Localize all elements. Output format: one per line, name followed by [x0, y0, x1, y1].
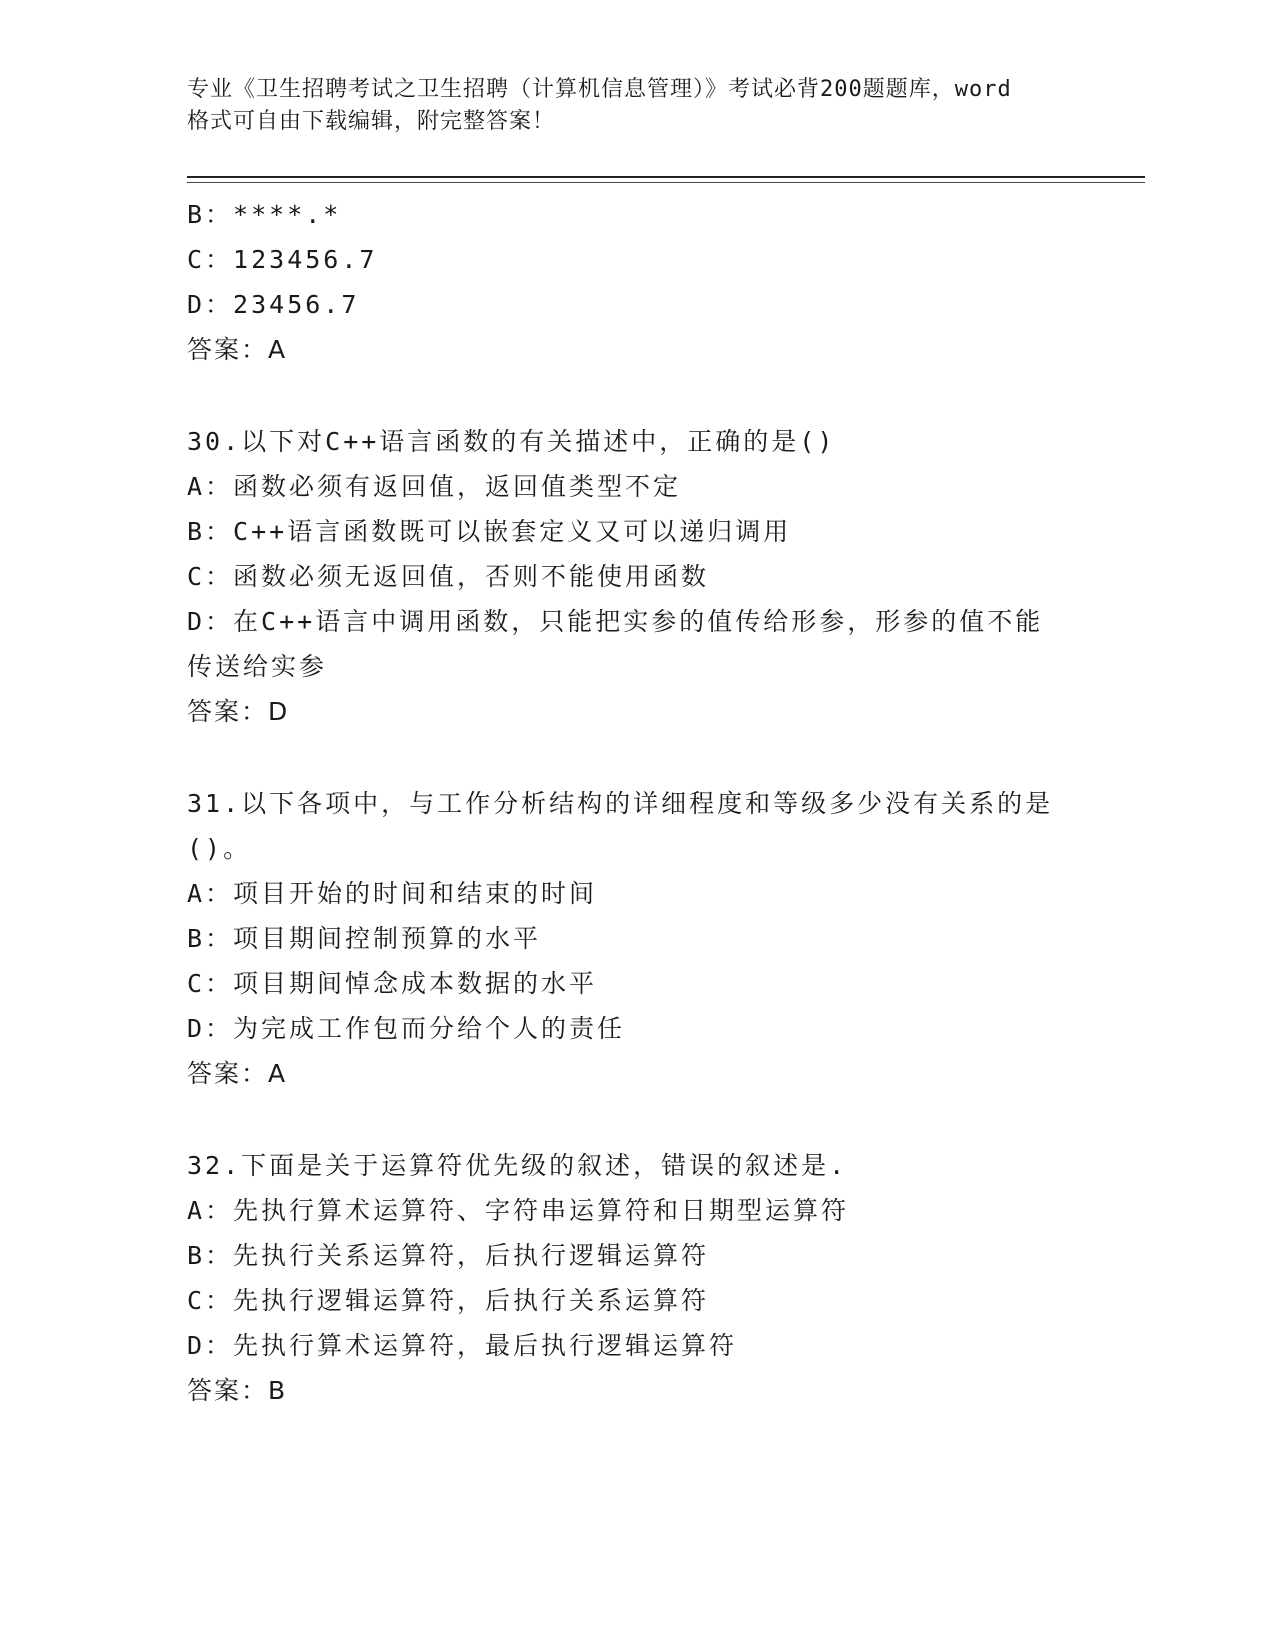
question-gap [187, 372, 1087, 419]
option-b: B：C++语言函数既可以嵌套定义又可以递归调用 [187, 517, 792, 546]
header-divider-thick [187, 176, 1145, 178]
question-stem-continued: ()。 [187, 834, 252, 863]
option-b: B：项目期间控制预算的水平 [187, 924, 542, 953]
option-d: D：先执行算术运算符，最后执行逻辑运算符 [187, 1331, 738, 1360]
option-a: A：函数必须有返回值，返回值类型不定 [187, 472, 682, 501]
answer-line: 答案：D [187, 697, 290, 726]
option-b: B：****.* [187, 200, 342, 229]
option-a: A：项目开始的时间和结束的时间 [187, 879, 598, 908]
option-c: C：函数必须无返回值，否则不能使用函数 [187, 562, 710, 591]
question-gap [187, 734, 1087, 781]
option-d-continued: 传送给实参 [187, 652, 328, 681]
document-header [187, 74, 1087, 138]
header-divider-thin [187, 182, 1145, 183]
question-block-30 [187, 419, 1087, 734]
question-block-prev [187, 192, 1087, 372]
header-line-2: 格式可自由下载编辑，附完整答案！ [187, 109, 556, 134]
question-gap [187, 1096, 1087, 1143]
option-c: C：项目期间悼念成本数据的水平 [187, 969, 598, 998]
question-stem: 30.以下对C++语言函数的有关描述中，正确的是() [187, 427, 836, 456]
header-line-1: 专业《卫生招聘考试之卫生招聘（计算机信息管理）》考试必背200题题库，word [187, 77, 1012, 102]
question-block-32 [187, 1143, 1087, 1413]
question-list [187, 192, 1087, 1413]
option-c: C：123456.7 [187, 245, 378, 274]
option-c: C：先执行逻辑运算符，后执行关系运算符 [187, 1286, 710, 1315]
answer-line: 答案：A [187, 335, 288, 364]
answer-line: 答案：B [187, 1376, 288, 1405]
question-block-31 [187, 781, 1087, 1096]
option-a: A：先执行算术运算符、字符串运算符和日期型运算符 [187, 1196, 850, 1225]
question-stem: 32.下面是关于运算符优先级的叙述，错误的叙述是. [187, 1151, 848, 1180]
option-d: D：在C++语言中调用函数，只能把实参的值传给形参，形参的值不能 [187, 607, 1044, 636]
question-stem: 31.以下各项中，与工作分析结构的详细程度和等级多少没有关系的是 [187, 789, 1054, 818]
option-d: D：为完成工作包而分给个人的责任 [187, 1014, 626, 1043]
option-b: B：先执行关系运算符，后执行逻辑运算符 [187, 1241, 710, 1270]
option-d: D：23456.7 [187, 290, 360, 319]
answer-line: 答案：A [187, 1059, 288, 1088]
